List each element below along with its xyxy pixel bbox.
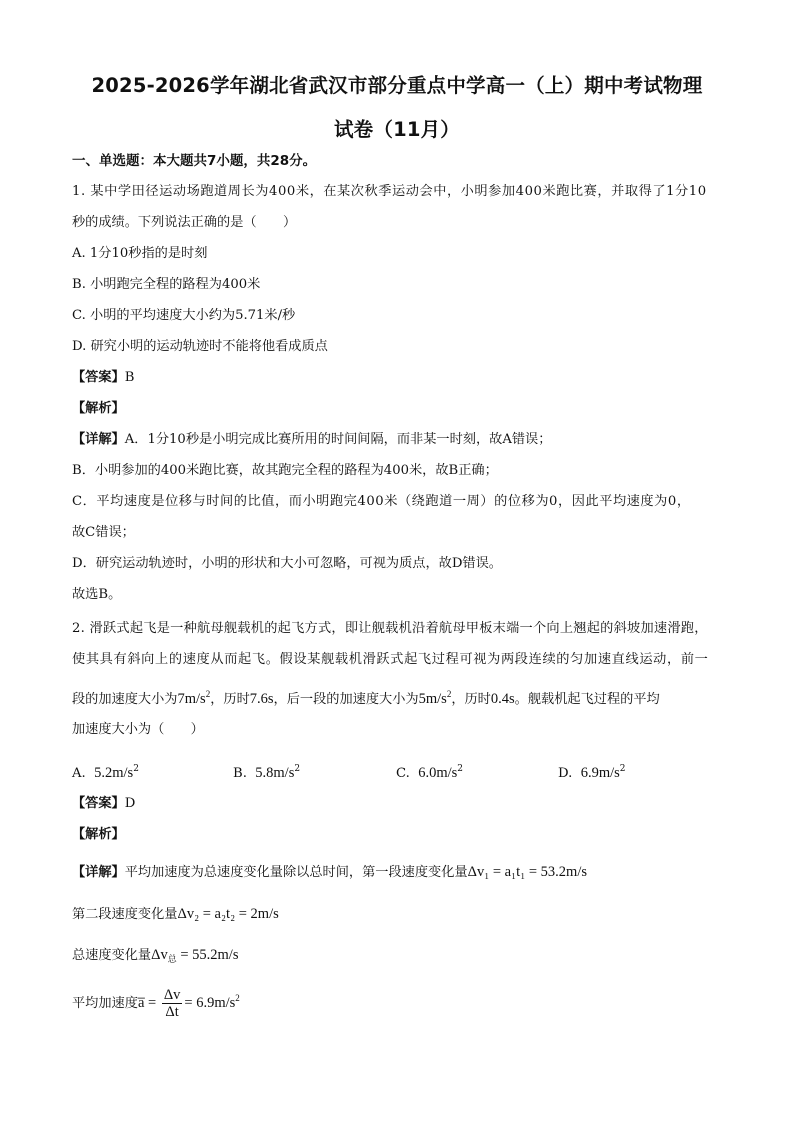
option-letter: B.: [233, 766, 247, 781]
option-value: 6.0m/s: [418, 765, 458, 781]
text-fragment: ，历时: [451, 692, 491, 707]
answer-value: B: [124, 370, 135, 385]
q1-stem-line-2: 秒的成绩。下列说法正确的是（ ）: [72, 215, 297, 230]
accel-1-value: 7m/s: [177, 691, 206, 707]
answer-tag: 【答案】: [72, 796, 125, 811]
option-letter: A.: [72, 766, 86, 781]
fraction: [162, 987, 183, 1020]
q1-option-a: A. 1分10秒指的是时刻: [72, 246, 208, 261]
eq3-lhs: Δv: [151, 947, 168, 963]
page-title-line-2: 试卷（11月）: [333, 118, 461, 141]
q1-option-c: C. 小明的平均速度大小约为5.71米/秒: [72, 308, 296, 323]
text-fragment: 段的加速度大小为: [72, 692, 178, 707]
equation-1: Δv₁ = a₁t₁ = 53.2m/s: [467, 864, 588, 880]
time-2: 0.4s: [490, 691, 515, 707]
q1-stem-line-1: 1. 某中学田径运动场跑道周长为400米，在某次秋季运动会中，小明参加400米跑比赛，并取得了1分10: [72, 184, 707, 199]
q2-detail-line-1: [72, 862, 587, 883]
q2-detail-line-2: [72, 904, 279, 925]
eq4-rhs: = 6.9m/s: [184, 995, 236, 1011]
q2-answer: [72, 794, 135, 814]
detail-text: A．1分10秒是小明完成比赛所用的时间间隔，而非某一时刻，故A错误；: [124, 432, 552, 447]
q2-option-b: B. $5.8m/s^2$: [233, 764, 301, 781]
detail-text: 平均加速度为总速度变化量除以总时间，第一段速度变化量: [124, 865, 468, 880]
text-fragment: ，历时: [210, 692, 250, 707]
q1-detail-line-2: B．小明参加的400米跑比赛，故其跑完全程的路程为400米，故B正确；: [72, 463, 498, 478]
accel-2: $5m/s^2$: [418, 689, 452, 707]
q2-detail-line-4: [72, 980, 240, 1022]
q2-stem-line-3: [72, 684, 660, 710]
option-value: 6.9m/s: [580, 765, 620, 781]
answer-value: D: [124, 796, 136, 811]
q1-detail-line-5: D．研究运动轨迹时，小明的形状和大小可忽略，可视为质点，故D错误。: [72, 556, 502, 571]
q2-option-c: C. $6.0m/s^2$: [396, 764, 464, 781]
equation-4: a̅ = $\frac{\Delta v}{\Delta t}$ = $6.9m/s^2$: [137, 987, 240, 1021]
fraction-numerator: Δv: [163, 987, 181, 1004]
detail-tag: 【详解】: [72, 865, 125, 880]
q1-detail-line-4: 故C错误；: [72, 525, 135, 540]
eq3-subscript: 总: [167, 954, 177, 964]
q2-detail-line-3: [72, 945, 238, 969]
option-letter: D.: [558, 766, 573, 781]
q2-stem-line-1: 2. 滑跃式起飞是一种航母舰载机的起飞方式，即让舰载机沿着航母甲板末端一个向上翘起的斜坡加速滑跑，: [72, 621, 708, 636]
q1-option-d: D. 研究小明的运动轨迹时不能将他看成质点: [72, 339, 328, 354]
q1-detail-line-3: C．平均速度是位移与时间的比值，而小明跑完400米（绕跑道一周）的位移为0，因此平均速度为0，: [72, 494, 691, 509]
q1-option-b: B. 小明跑完全程的路程为400米: [72, 277, 261, 292]
fraction-denominator: Δt: [165, 1004, 179, 1021]
q2-stem-line-2: 使其具有斜向上的速度从而起飞。假设某舰载机滑跃式起飞过程可视为两段连续的匀加速直线运动，前一: [72, 652, 709, 667]
q2-option-d: D. $6.9m/s^2$: [558, 764, 626, 781]
option-value: 5.8m/s: [255, 765, 295, 781]
accel-2-value: 5m/s: [418, 691, 447, 707]
q1-answer: [72, 368, 134, 388]
eq4-lhs: a̅ =: [137, 995, 160, 1011]
option-letter: C.: [396, 766, 410, 781]
q1-detail-line-6: 故选B。: [72, 587, 122, 602]
q2-option-a: A. $5.2m/s^2$: [72, 764, 139, 781]
detail-text: 总速度变化量: [72, 948, 152, 963]
equation-2: Δv₂ = a₂t₂ = 2m/s: [177, 906, 279, 922]
page-title-line-1: 2025-2026学年湖北省武汉市部分重点中学高一（上）期中考试物理: [91, 74, 703, 97]
detail-text: 第二段速度变化量: [72, 907, 178, 922]
section-heading: 一、单选题：本大题共7小题，共28分。: [72, 153, 317, 169]
equation-3: [151, 947, 238, 963]
option-value: 5.2m/s: [94, 765, 134, 781]
q2-analysis-tag: 【解析】: [72, 827, 125, 842]
text-fragment: ，后一段的加速度大小为: [273, 692, 419, 707]
eq3-rhs: = 55.2m/s: [176, 947, 239, 963]
detail-text: 平均加速度: [72, 996, 138, 1011]
text-fragment: 。舰载机起飞过程的平均: [514, 692, 660, 707]
accel-1: $7m/s^2$: [177, 689, 211, 707]
q1-detail-line-1: [72, 430, 551, 450]
q2-stem-line-4: 加速度大小为（ ）: [72, 722, 204, 737]
answer-tag: 【答案】: [72, 370, 125, 385]
time-1: 7.6s: [249, 691, 274, 707]
detail-tag: 【详解】: [72, 432, 125, 447]
q1-analysis-tag: 【解析】: [72, 401, 125, 416]
